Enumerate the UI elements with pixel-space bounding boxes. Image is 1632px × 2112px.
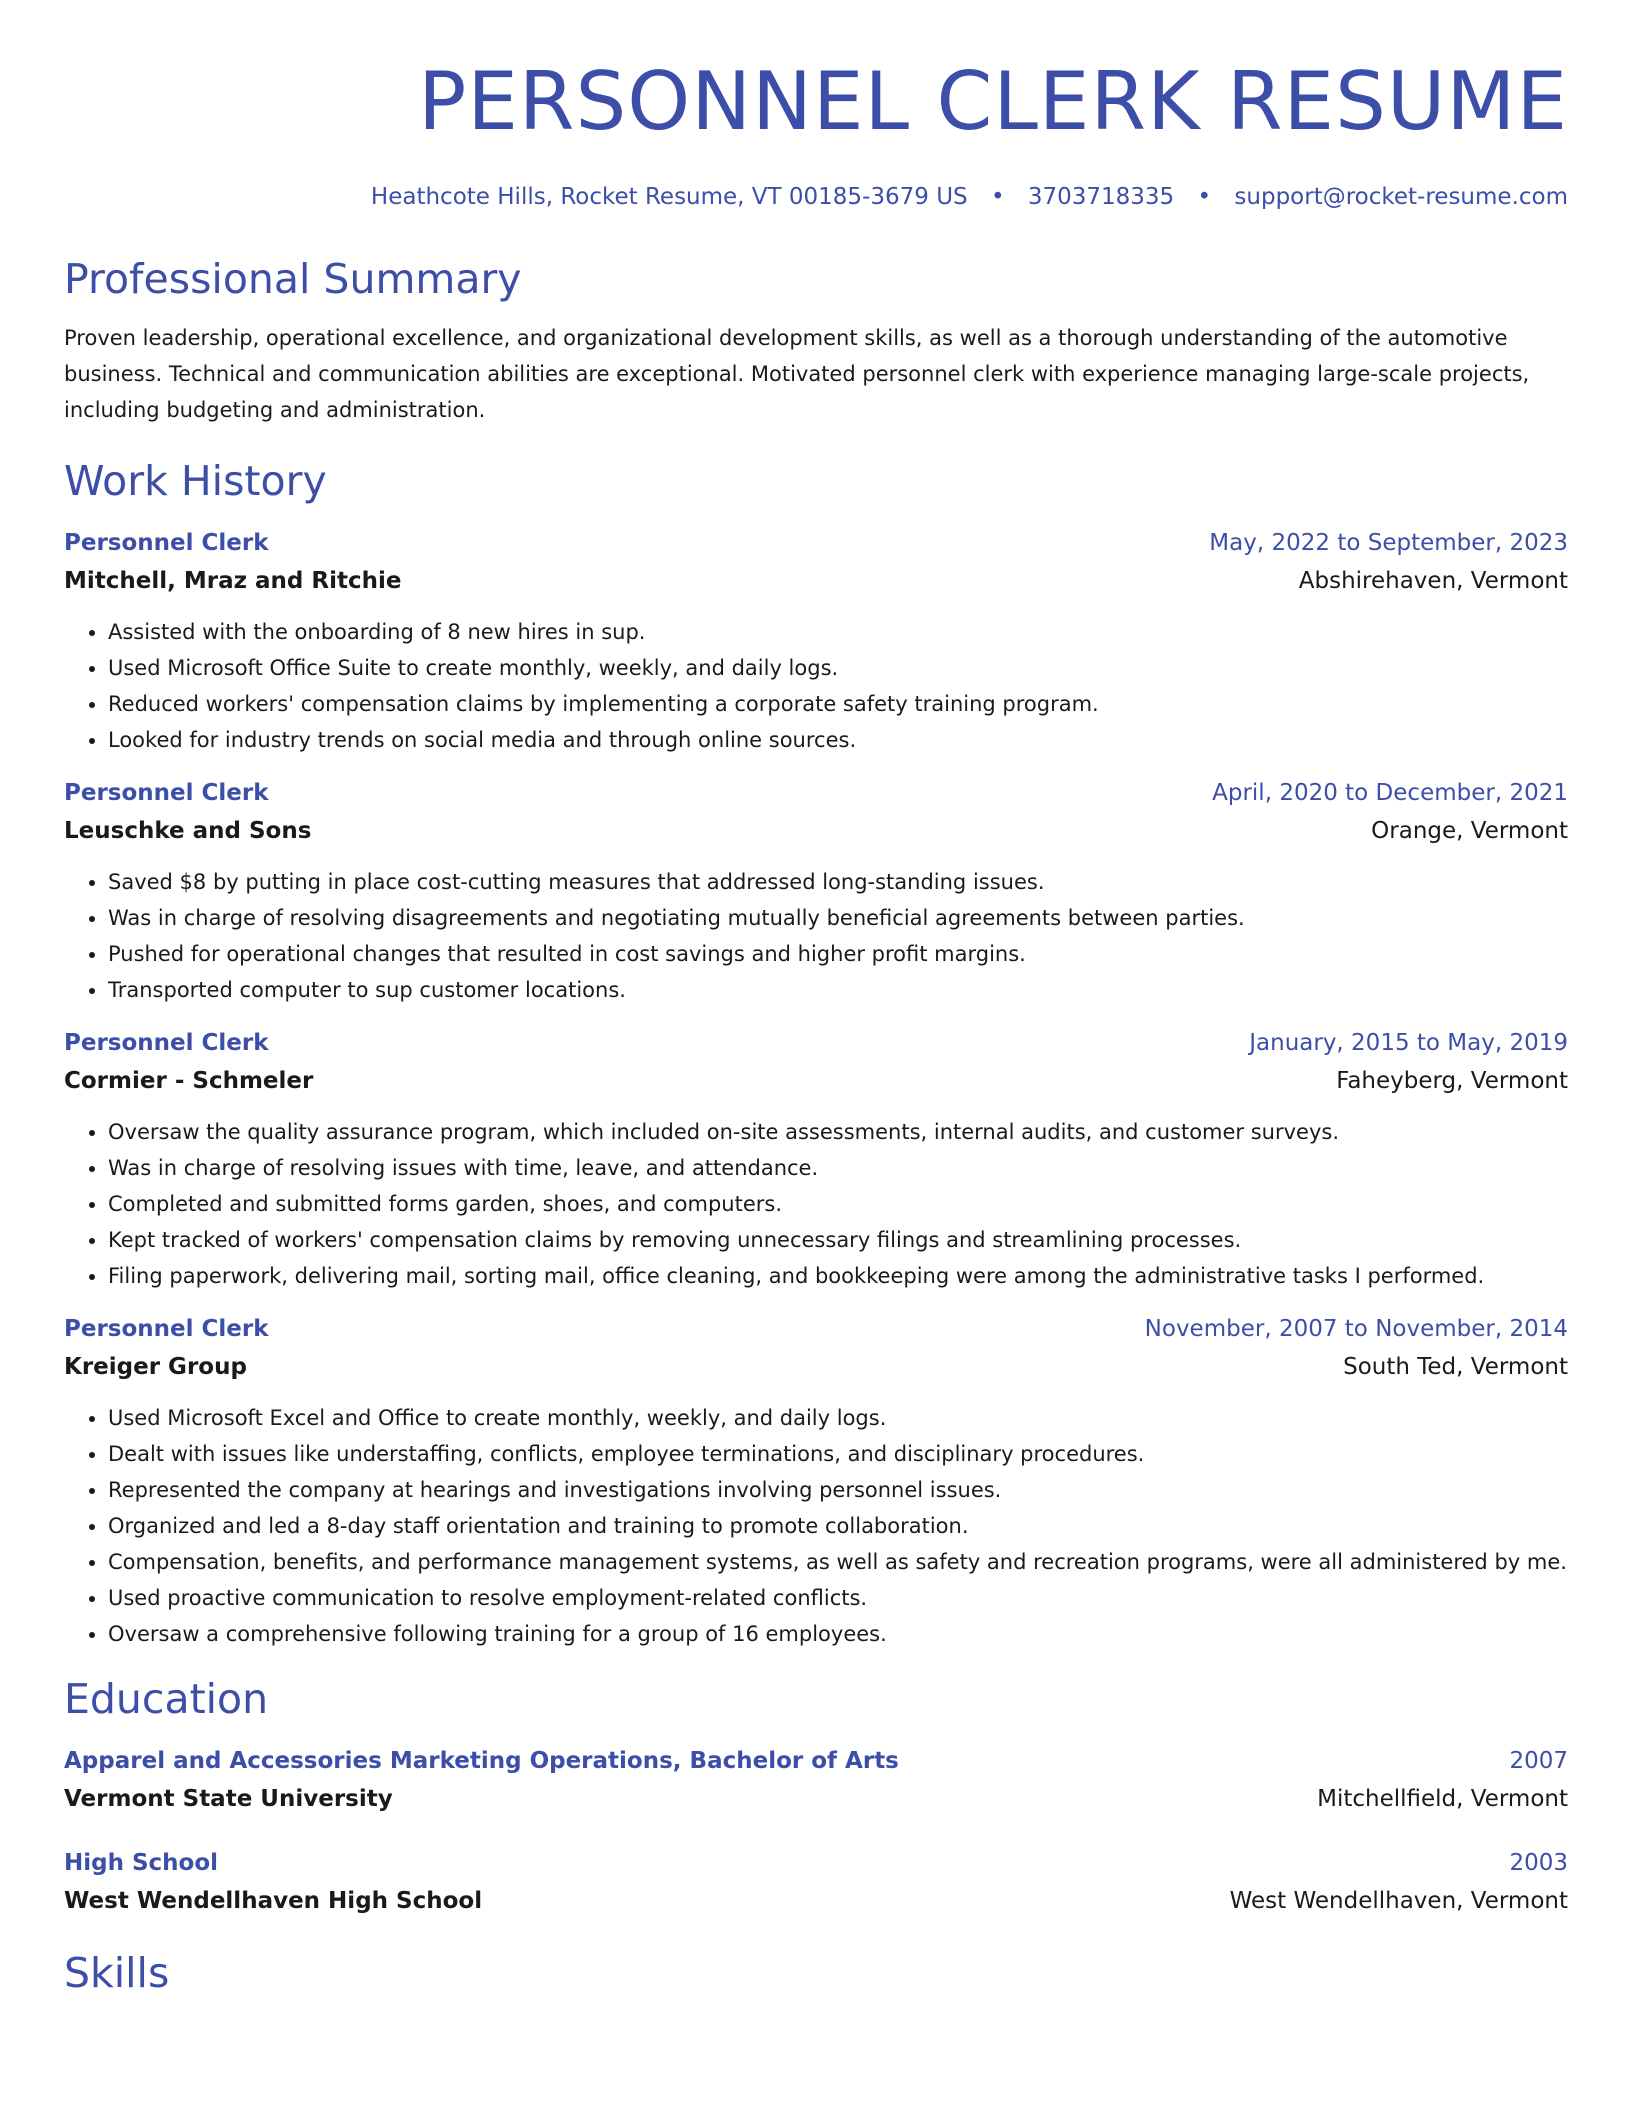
job-duty-item: • Assisted with the onboarding of 8 new hires in sup.: [108, 614, 1568, 650]
job-company-row: [64, 812, 1568, 850]
job-company: Kreiger Group: [64, 1354, 247, 1380]
education-school-row: [64, 1882, 1568, 1920]
job-duty-item: • Saved $8 by putting in place cost-cutting measures that addressed long-standing issues.: [108, 864, 1568, 900]
resume-title: PERSONNEL CLERK RESUME: [418, 55, 1568, 148]
skills-section: [64, 1946, 1568, 2000]
work-history-heading: Work History: [64, 457, 327, 505]
job-title-row: [64, 524, 1568, 562]
job-entry: [64, 524, 1568, 758]
education-heading: Education: [64, 1675, 269, 1723]
job-entry: [64, 1024, 1568, 1294]
education-list: [64, 1742, 1568, 1920]
work-history-section: [64, 454, 1568, 1652]
job-duty-item: • Looked for industry trends on social media and through online sources.: [108, 722, 1568, 758]
summary-section: [64, 252, 1568, 428]
job-duty-item: • Kept tracked of workers' compensation claims by removing unnecessary filings and streamlining processes.: [108, 1222, 1568, 1258]
job-dates: November, 2007 to November, 2014: [1144, 1316, 1568, 1342]
job-company: Cormier - Schmeler: [64, 1068, 314, 1094]
job-duties: [64, 614, 1568, 758]
job-title: Personnel Clerk: [64, 1316, 269, 1342]
education-location: Mitchellfield, Vermont: [1317, 1786, 1568, 1812]
job-duty-item: • Transported computer to sup customer locations.: [108, 972, 1568, 1008]
skills-heading: Skills: [64, 1949, 170, 1997]
job-duty-item: • Filing paperwork, delivering mail, sorting mail, office cleaning, and bookkeeping were among the administrative tasks I performed.: [108, 1258, 1568, 1294]
job-location: Orange, Vermont: [1371, 818, 1568, 844]
job-company-row: [64, 1348, 1568, 1386]
education-school: Vermont State University: [64, 1786, 393, 1812]
job-duty-item: • Dealt with issues like understaffing, conflicts, employee terminations, and disciplinary procedures.: [108, 1436, 1568, 1472]
job-dates: January, 2015 to May, 2019: [1249, 1030, 1568, 1056]
job-duty-item: • Used proactive communication to resolve employment-related conflicts.: [108, 1580, 1568, 1616]
job-duty-item: • Compensation, benefits, and performance management systems, as well as safety and recreation programs, were all administered by me.: [108, 1544, 1568, 1580]
job-title-row: [64, 1024, 1568, 1062]
job-entry: [64, 774, 1568, 1008]
education-entry: [64, 1742, 1568, 1818]
contact-address: Heathcote Hills, Rocket Resume, VT 00185-3679 US: [370, 184, 968, 210]
job-duty-item: • Pushed for operational changes that resulted in cost savings and higher profit margins.: [108, 936, 1568, 972]
job-duty-item: • Was in charge of resolving issues with time, leave, and attendance.: [108, 1150, 1568, 1186]
education-year: 2003: [1509, 1850, 1568, 1876]
education-year: 2007: [1509, 1748, 1568, 1774]
job-dates: April, 2020 to December, 2021: [1212, 780, 1568, 806]
job-duty-item: • Completed and submitted forms garden, shoes, and computers.: [108, 1186, 1568, 1222]
resume-page: [64, 50, 1568, 2000]
job-company: Leuschke and Sons: [64, 818, 312, 844]
job-title-row: [64, 1310, 1568, 1348]
job-title: Personnel Clerk: [64, 780, 269, 806]
education-degree-row: [64, 1844, 1568, 1882]
job-company-row: [64, 562, 1568, 600]
contact-separator: •: [990, 184, 1005, 210]
summary-heading: Professional Summary: [64, 255, 522, 303]
contact-line: [64, 182, 1568, 212]
job-location: Abshirehaven, Vermont: [1298, 568, 1568, 594]
job-duty-item: • Represented the company at hearings and investigations involving personnel issues.: [108, 1472, 1568, 1508]
job-duty-item: • Was in charge of resolving disagreements and negotiating mutually beneficial agreements between parties.: [108, 900, 1568, 936]
education-degree: Apparel and Accessories Marketing Operations, Bachelor of Arts: [64, 1748, 899, 1774]
education-degree: High School: [64, 1850, 219, 1876]
job-location: South Ted, Vermont: [1343, 1354, 1568, 1380]
education-entry: [64, 1844, 1568, 1920]
contact-phone: 3703718335: [1027, 184, 1175, 210]
job-dates: May, 2022 to September, 2023: [1209, 530, 1568, 556]
job-title: Personnel Clerk: [64, 1030, 269, 1056]
education-degree-row: [64, 1742, 1568, 1780]
job-duty-item: • Organized and led a 8-day staff orientation and training to promote collaboration.: [108, 1508, 1568, 1544]
contact-email[interactable]: support@rocket-resume.com: [1234, 184, 1568, 210]
education-school-row: [64, 1780, 1568, 1818]
job-duty-item: • Oversaw a comprehensive following training for a group of 16 employees.: [108, 1616, 1568, 1652]
education-school: West Wendellhaven High School: [64, 1888, 483, 1914]
education-section: [64, 1672, 1568, 1920]
job-location: Faheyberg, Vermont: [1336, 1068, 1568, 1094]
job-company: Mitchell, Mraz and Ritchie: [64, 568, 402, 594]
job-title: Personnel Clerk: [64, 530, 269, 556]
education-location: West Wendellhaven, Vermont: [1229, 1888, 1568, 1914]
job-duty-item: • Oversaw the quality assurance program, which included on-site assessments, internal audits, and customer surveys.: [108, 1114, 1568, 1150]
job-duties: [64, 1114, 1568, 1294]
job-duty-item: • Used Microsoft Office Suite to create monthly, weekly, and daily logs.: [108, 650, 1568, 686]
summary-text: Proven leadership, operational excellence, and organizational development skills, as well as a thorough understanding of the automotive business. Technical and communication abilities are exceptional. Motivated personnel clerk with experience managing large-scale projects, including budgeting and administration.: [64, 326, 1530, 422]
job-list: [64, 524, 1568, 1652]
job-duty-item: • Reduced workers' compensation claims by implementing a corporate safety training program.: [108, 686, 1568, 722]
job-duties: [64, 1400, 1568, 1652]
job-duty-item: • Used Microsoft Excel and Office to create monthly, weekly, and daily logs.: [108, 1400, 1568, 1436]
job-duties: [64, 864, 1568, 1008]
job-company-row: [64, 1062, 1568, 1100]
contact-separator: •: [1197, 184, 1212, 210]
resume-header: [64, 50, 1568, 154]
job-title-row: [64, 774, 1568, 812]
job-entry: [64, 1310, 1568, 1652]
